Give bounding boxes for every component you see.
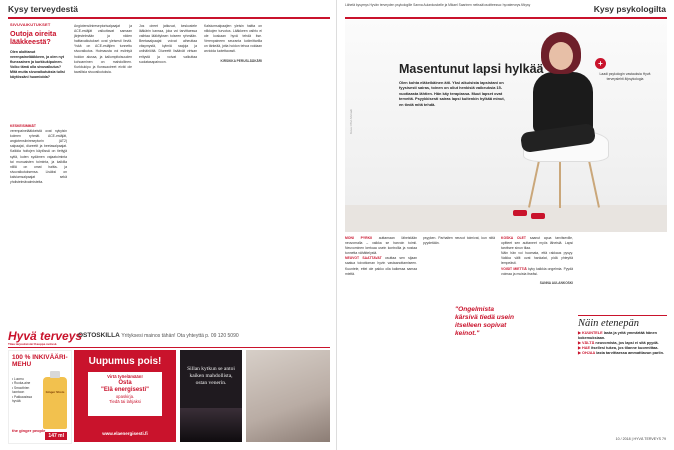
ad-ginger-size: 147 ml bbox=[45, 432, 67, 440]
arrow-icon: ▶ bbox=[578, 346, 581, 350]
column-4-signature: KIRSIKKA PERUSLÄÄKÄRI bbox=[220, 58, 262, 63]
ad-photo-image bbox=[246, 350, 330, 442]
list-item: luontoon bbox=[12, 390, 25, 395]
section-title-right: Kysy psykologilta bbox=[593, 4, 666, 14]
ad-book[interactable] bbox=[180, 350, 242, 442]
ad-photo[interactable] bbox=[246, 350, 330, 442]
bottle-label: Ginger Shots bbox=[45, 390, 65, 394]
list-item bbox=[578, 331, 668, 341]
ad-ginger-title: 100 % INKIVÄÄRI-MEHU bbox=[12, 354, 68, 368]
tip-keyword: KUUNTELE bbox=[581, 331, 603, 335]
psychologist-tag: Laadi psykologin vastauksia Hyvä terveyslehti.fi/psykologia bbox=[599, 72, 651, 81]
tip-keyword: VÄLTÄ bbox=[581, 341, 595, 345]
section-rule-right bbox=[345, 17, 667, 19]
sidebar-question: Olen aloittanut verenpainelääkkeen, ja olen nyt flunssainen ja kurkkukipuinen. Voiko tämä olla sivuvaikutus? Mitä muita sivuvaikutuksia tulisi käytössäni huomioida? bbox=[10, 50, 65, 79]
shoe bbox=[531, 213, 545, 219]
ad-ginger-bullets bbox=[12, 377, 32, 403]
woman-face bbox=[549, 42, 573, 70]
right-column-1-text: auttamaan läheistään neuvomalla – vaikka se harvoin toimii. Neuvominen kertoaa usein kontrollia ja nostaa tunnetta vähättelystä. bbox=[345, 236, 417, 256]
ad-uupumus-line5: Tiedä tai lahjaksi bbox=[109, 399, 141, 404]
right-column-2b-lead: KOSKA OLET bbox=[501, 236, 527, 240]
hero-photo bbox=[345, 20, 667, 232]
ad-uupumus-line3: "Elä energisesti" bbox=[100, 386, 150, 393]
ad-ginger[interactable] bbox=[8, 350, 72, 444]
right-column-2 bbox=[423, 236, 495, 246]
right-column-3 bbox=[501, 236, 573, 286]
column-1-text: verenpainelääkkeistä ovat nykyisin kolmen ryhmät. ACE-estäjät, angiotensiinireseptorin (AT2) salpaajat, diureetit ja beetasalpaajat. Kaikkia hoitojen käytössä on tiettyjä syitä, kuten sydämen vajaatoiminta tai munuaisten toiminta, ja kaikilla niillä on omat haitta- ja sivuvaikutuksensa. Lisäksi on kalsiumsalpaajat sekä yhdistelmävalmisteita. bbox=[10, 129, 67, 185]
ad-uupumus-line1: Virtä työelämään! bbox=[107, 374, 143, 379]
right-column-1b-lead: NEUVOT SAATTAVAT bbox=[345, 256, 382, 261]
right-column-3b-text: kyky kaikkia ongelmia. Pyydä voimaa ja muista itseäsi. bbox=[501, 266, 573, 276]
tips-box bbox=[578, 318, 668, 356]
ad-uupumus-title: Uupumus pois! bbox=[88, 356, 162, 367]
article-column-3 bbox=[139, 24, 197, 65]
page-footer: 10 / 2018 | HYVÄ TERVEYS 79 bbox=[615, 437, 666, 441]
list-item: • Ruoka-aine bbox=[12, 381, 31, 386]
ostoskilla-title: OSTOSKILLA bbox=[78, 332, 120, 339]
tip-text: lasta tarvittaessa ammattiavun pariin. bbox=[596, 351, 664, 355]
right-column-2-text: psyyken. Parhaiten neuvot toimivat, kun niitä pyydetään. bbox=[423, 236, 495, 246]
ad-ginger-brand: the ginger people bbox=[12, 428, 46, 433]
article-heading: Masentunut lapsi hylkää bbox=[399, 62, 544, 76]
ostoskilla-subtitle: Yrityksesi mainos tähän! Ota yhteyttä p. 09 120 5090 bbox=[121, 333, 239, 339]
tips-title: Näin etenepän bbox=[578, 318, 639, 329]
photo-wall bbox=[345, 20, 667, 205]
column-2-text: Angiotensiinireseptorisalpaajat ja ACE-estäjät vaikuttavat samaan järjestelmään ja niiden haittavaikutukset ovat yleisesti lieviä. Yskä on ACE-estäjien tunnettu sivuvaikutus. Huimausta voi esiintyä hoidon alussa, ja kaliumpitoisuuden kohoaminen on mahdollinen. Kurkkukipu ja flunssaoireet eivät ole tavallisia sivuvaikutuksia. bbox=[74, 24, 132, 74]
list-item: • Smoothien bbox=[12, 385, 30, 390]
column-1-lead: KESKEISIMMÄT bbox=[10, 124, 36, 128]
list-item bbox=[578, 351, 668, 356]
logo-sub: Tilaa tarjouksista! Kauppa netissä bbox=[8, 342, 57, 346]
right-column-3b-lead: VOISIT MIETTIÄ bbox=[501, 266, 527, 271]
article-column-4 bbox=[204, 24, 262, 64]
ad-uupumus-box bbox=[88, 372, 162, 416]
ad-divider bbox=[8, 347, 330, 348]
right-page bbox=[337, 0, 674, 450]
ginger-bottle bbox=[43, 377, 67, 429]
list-item: hyvää bbox=[12, 399, 21, 404]
ad-uupumus[interactable] bbox=[74, 350, 176, 442]
sidebar-box bbox=[10, 22, 67, 80]
sidebar-kicker: SIVUVAIKUTUKSET bbox=[10, 22, 51, 27]
chair-leg bbox=[559, 160, 561, 208]
hyva-terveys-logo bbox=[8, 329, 83, 346]
logo-text: Hyvä terveys bbox=[8, 329, 83, 343]
article-column-1 bbox=[10, 124, 67, 185]
ad-book-text: Sillan kytkun se antoi kaiken mahdollista, ostan venerin. bbox=[187, 366, 235, 386]
column-3-text: Jos oireet jatkuvat, keskustele lääkärin kanssa, joka voi tarvittaessa vaihtaa lääkityksen toiseen ryhmään. Beetasalpaajat voivat aiheuttaa väsymystä, kylmiä raajoja ja unihäiriöitä. Diureetit lisäävät virtsan eritystä ja voivat vaikuttaa suolatasapainoon. bbox=[139, 24, 197, 64]
photo-floor bbox=[345, 205, 667, 232]
section-title-left: Kysy terveydestä bbox=[8, 4, 78, 14]
list-item: • Luomu bbox=[12, 377, 24, 381]
column-4-text: Kalsiumsalpaajien yleisin haitta on nilkkojen turvotus. Lääkkeen vaihto ei ole koskaan hyvä tehdä itse. Verenpaineen seuranta kotimittarilla on tärkeää, jotta hoidon tehoa voidaan arvioida luotettavasti. bbox=[204, 24, 262, 54]
question-credit: Lähetä kysymys Hyvän terveyden psykologille Sanna Aulankoskelle ja Mikael Saarinen netissä/osoitteessa: hyvaterveys.fi/kysy bbox=[345, 3, 531, 7]
right-column-1b-text: osuttaa sen sijaan saatua toivottoman hyvin vastaanottamiseen. Kuuntele, ettei ole pakko olla kaikessa samaa mieltä. bbox=[345, 256, 417, 276]
plus-icon: + bbox=[595, 58, 606, 69]
tip-keyword: HAE bbox=[581, 346, 591, 350]
right-column-3-text: Näin hän voi huomata, että rakkaus pysyy. Vaikka välit ovat hankalat, pidä yhteyttä lempeästi. bbox=[501, 251, 573, 266]
shoe bbox=[513, 210, 527, 216]
sidebar-title: Outoja oireita lääkkeestä? bbox=[10, 29, 57, 46]
list-item: • Pakkausissa bbox=[12, 394, 32, 399]
arrow-icon: ▶ bbox=[578, 351, 581, 355]
ad-uupumus-line2: Osta bbox=[118, 379, 132, 386]
ad-book-image bbox=[180, 408, 242, 442]
box-rule bbox=[578, 315, 667, 316]
section-rule-left bbox=[8, 17, 330, 19]
tip-keyword: OHJAA bbox=[581, 351, 596, 355]
ad-uupumus-line4: opaskirja. bbox=[115, 393, 135, 399]
right-column-1 bbox=[345, 236, 417, 277]
right-column-1-lead: MONI PYRKII bbox=[345, 236, 372, 240]
article-column-2 bbox=[74, 24, 132, 75]
ostoskilla-header bbox=[78, 332, 239, 339]
tip-text: neuvomista, jos lapsi ei sitä pyydä. bbox=[595, 341, 659, 345]
photo-credit: Kuva: Pilvi Ahmadi bbox=[349, 109, 353, 134]
ad-uupumus-url[interactable]: www.elaenergisesti.fi bbox=[102, 431, 148, 436]
article-lead: Olen kohta eläkeikäinen äiti. Yksi aikuisista lapsistani on fyysisesti sairas, toinen on oliut henkisiä vaikeuksia 15-vuotiaasta lähtien. Hän käy terapiassa. Muut lapset ovat terveitä. Psyykkisesti sairas lapsi kuitenkin hylkää minut, en tiedä mitä tehdä. bbox=[399, 80, 505, 107]
arrow-icon: ▶ bbox=[578, 341, 581, 345]
tip-text: lasta ja yritä ymmärtää hänen kokemuksiaan. bbox=[578, 331, 657, 340]
right-signature: SANNA AULANKOSKI bbox=[539, 280, 573, 285]
right-column-2b-text: saanut apua tarvitseville, opitteet sen auttaneet myös läheisiä. Lapsi tarvitsee sinun tilaa. bbox=[501, 236, 573, 251]
tip-text: itsellesi tukea, jos tilanne kuormittaa. bbox=[591, 346, 659, 350]
pull-quote: "Ongelmista kärsivä tiedä usein itselleen sopivat keinot." bbox=[455, 306, 515, 337]
arrow-icon: ▶ bbox=[578, 331, 581, 335]
